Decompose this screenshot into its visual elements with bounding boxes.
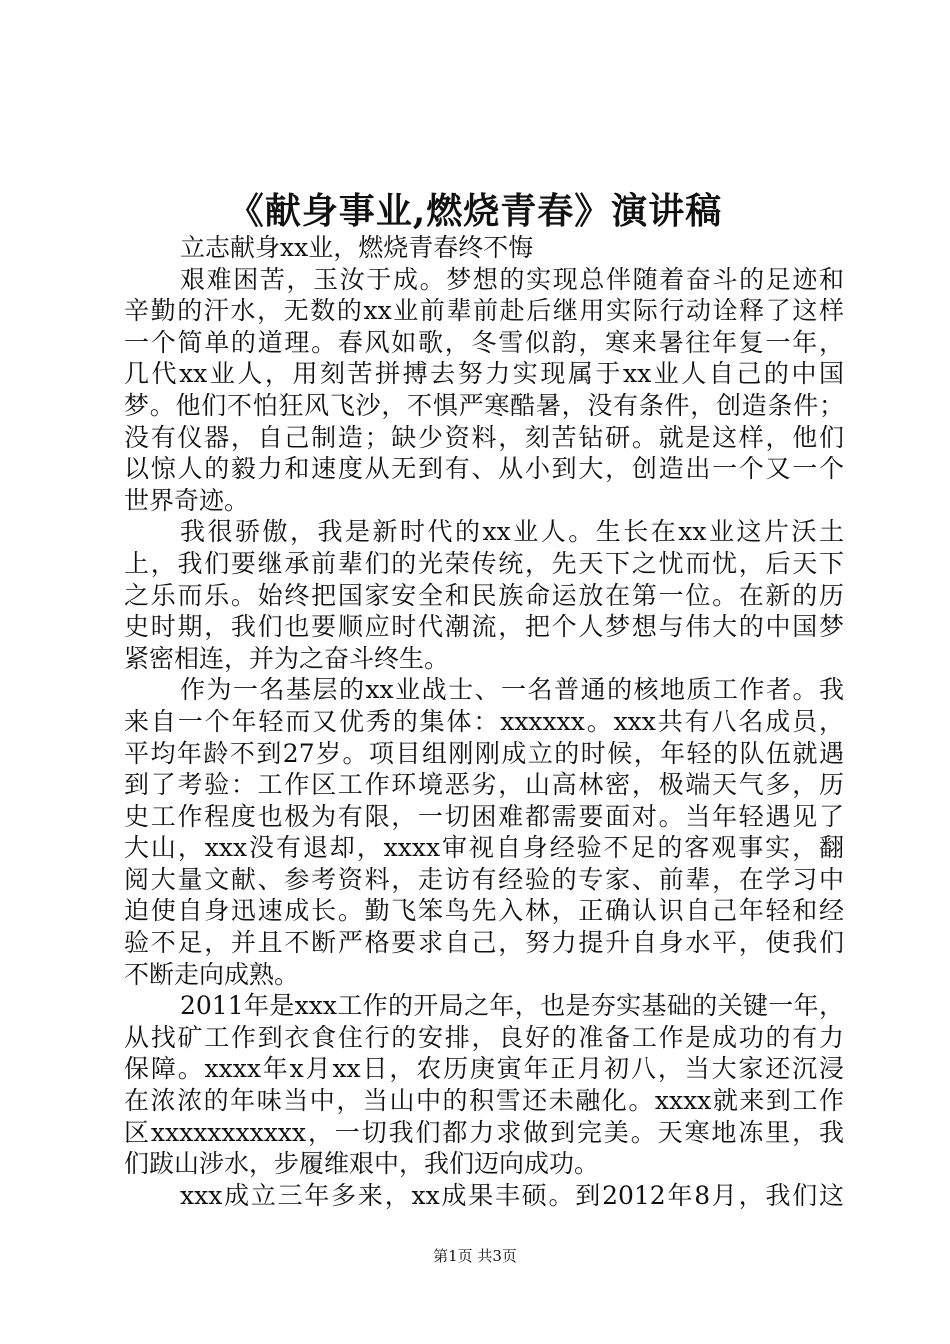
paragraph-line: 迫使自身迅速成长。勤飞笨鸟先入林，正确认识自己年轻和经 [124,896,844,926]
paragraph-line: xxx成立三年多来，xx成果丰硕。到2012年8月，我们这 [180,1180,844,1210]
paragraph-line: 们跋山涉水，步履维艰中，我们迈向成功。 [124,1149,600,1179]
paragraph-line: 不断走向成熟。 [124,959,300,989]
paragraph-line: 几代xx业人，用刻苦拼搏去努力实现属于xx业人自己的中国 [124,359,844,389]
paragraph-line: 从找矿工作到衣食住行的安排，良好的准备工作是成功的有力 [124,1022,844,1052]
paragraph-line: 之乐而乐。始终把国家安全和民族命运放在第一位。在新的历 [124,580,844,610]
paragraph-line: 梦。他们不怕狂风飞沙，不惧严寒酷暑，没有条件，创造条件； [124,390,844,420]
paragraph-line: 史工作程度也极为有限，一切困难都需要面对。当年轻遇见了 [124,801,844,831]
paragraph-line: 2011年是xxx工作的开局之年，也是夯实基础的关键一年， [180,991,844,1021]
paragraph-line: 史时期，我们也要顺应时代潮流，把个人梦想与伟大的中国梦 [124,612,844,642]
paragraph-line: 一个简单的道理。春风如歌，冬雪似韵，寒来暑往年复一年， [124,327,844,357]
paragraph-line: 区xxxxxxxxxxx，一切我们都力求做到完美。天寒地冻里，我 [124,1117,844,1147]
paragraph-line: 到了考验：工作区工作环境恶劣，山高林密，极端天气多，历 [124,770,844,800]
paragraph-line: 我很骄傲，我是新时代的xx业人。生长在xx业这片沃土 [180,517,844,547]
document-subtitle: 立志献身xx业，燃烧青春终不悔 [180,233,534,262]
paragraph-line: 阅大量文献、参考资料，走访有经验的专家、前辈，在学习中 [124,864,844,894]
document-title: 《献身事业,燃烧青春》演讲稿 [227,190,723,232]
paragraph-line: 上，我们要继承前辈们的光荣传统，先天下之忧而忧，后天下 [124,548,844,578]
paragraph-line: 世界奇迹。 [124,485,250,515]
paragraph-line: 平均年龄不到27岁。项目组刚刚成立的时候，年轻的队伍就遇 [124,738,844,768]
paragraph-line: 在浓浓的年味当中，当山中的积雪还未融化。xxxx就来到工作 [124,1086,844,1116]
paragraph-line: 验不足，并且不断严格要求自己，努力提升自身水平，使我们 [124,928,844,958]
page-footer: 第1页 共3页 [433,1247,517,1265]
paragraph-line: 来自一个年轻而又优秀的集体：xxxxxx。xxx共有八名成员， [124,706,844,736]
paragraph-line: 保障。xxxx年x月xx日，农历庚寅年正月初八，当大家还沉浸 [124,1054,844,1084]
paragraph-line: 以惊人的毅力和速度从无到有、从小到大，创造出一个又一个 [124,454,844,484]
paragraph-line: 紧密相连，并为之奋斗终生。 [124,643,450,673]
paragraph-line: 大山，xxx没有退却，xxxx审视自身经验不足的客观事实，翻 [124,833,844,863]
paragraph-line: 没有仪器，自己制造；缺少资料，刻苦钻研。就是这样，他们 [124,422,844,452]
paragraph-line: 艰难困苦，玉汝于成。梦想的实现总伴随着奋斗的足迹和 [180,264,844,294]
paragraph-line: 作为一名基层的xx业战士、一名普通的核地质工作者。我 [180,675,844,705]
document-body [124,232,844,1211]
paragraph-line: 辛勤的汗水，无数的xx业前辈前赴后继用实际行动诠释了这样 [124,296,844,326]
